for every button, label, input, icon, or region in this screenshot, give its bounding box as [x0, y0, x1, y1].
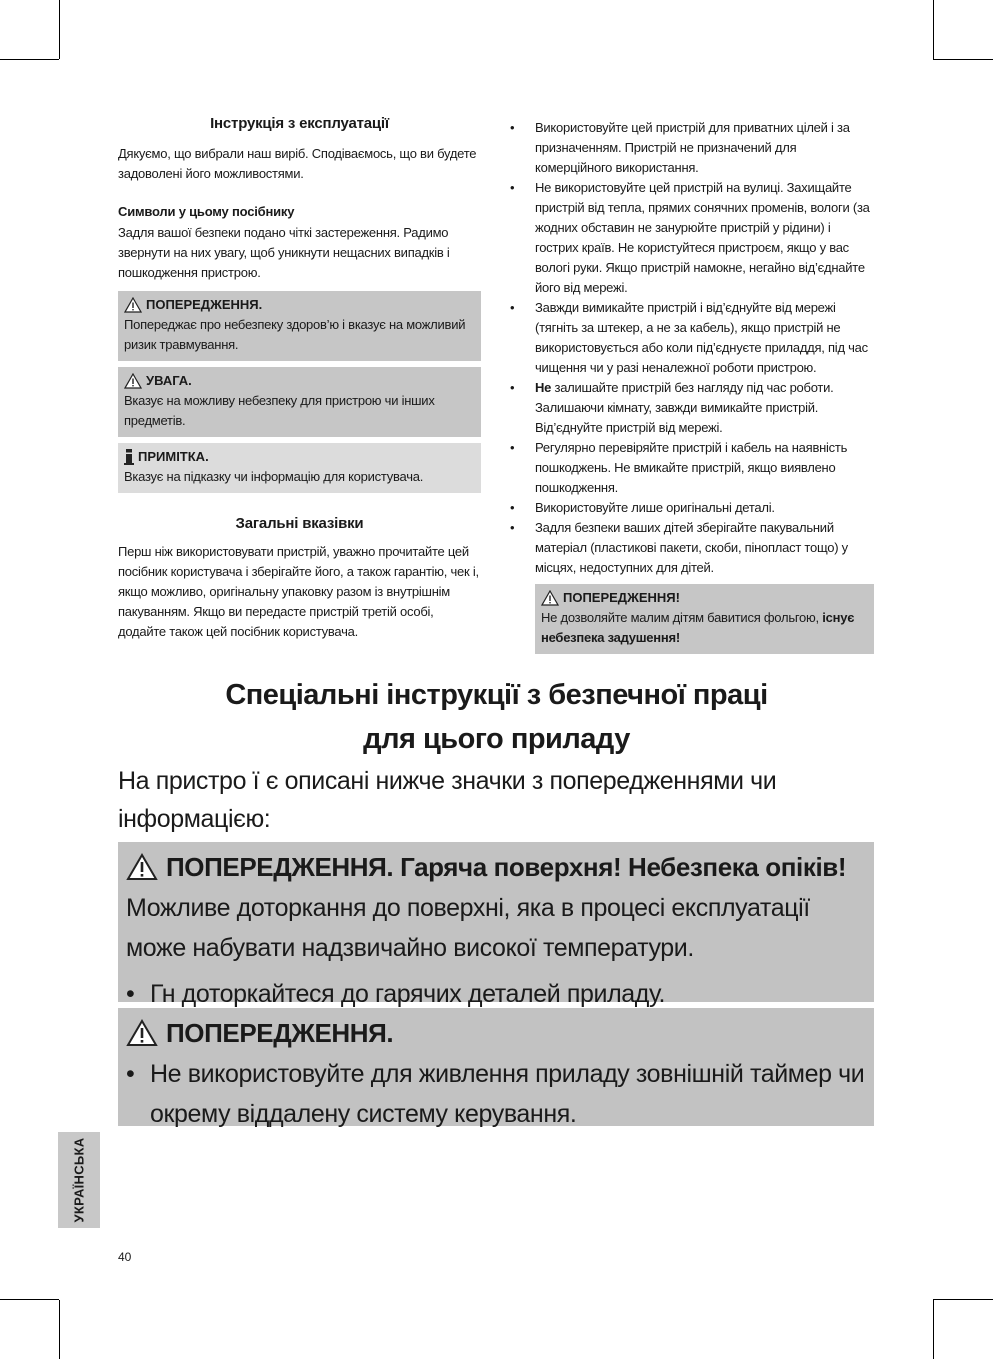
warning-triangle-icon [541, 590, 559, 606]
crop-mark [933, 59, 993, 60]
note-box [118, 443, 481, 493]
bold-prefix: Не [535, 380, 552, 395]
warning-triangle-icon [126, 853, 158, 881]
instructions-title: Інструкція з експлуатації [210, 115, 389, 132]
caution-text: Вказує на можливу небезпеку для пристрою чи інших предметів. [124, 393, 435, 428]
timer-warning-title: ПОПЕРЕДЖЕННЯ. [166, 1018, 394, 1048]
symbols-text: Задля вашої безпеки подано чіткі застереження. Радимо звернути на них увагу, щоб уникнути нещасних випадків і пошкодження пристрою. [118, 225, 450, 280]
intro-text: Дякуємо, що вибрали наш виріб. Сподіваємось, що ви будете задоволені його можливостями. [118, 146, 477, 181]
right-warning-box [535, 584, 874, 654]
hot-surface-warning-box [118, 842, 874, 1008]
safety-bullets [510, 118, 874, 578]
list-item: • Гн доторкайтеся до гарячих деталей приладу. [126, 974, 866, 1014]
warning-triangle-icon [124, 297, 142, 313]
crop-mark [0, 1299, 59, 1300]
right-warning-text: Не дозволяйте малим дітям бавитися фольгою, [541, 610, 823, 625]
general-heading: Загальні вказівки [235, 515, 364, 532]
warning-text: Попереджає про небезпеку здоров’ю і вказує на можливий ризик травмування. [124, 317, 466, 352]
crop-mark [933, 1300, 934, 1359]
note-text: Вказує на підказку чи інформацію для користувача. [124, 469, 424, 484]
caution-triangle-icon [124, 373, 142, 389]
language-label: УКРАЇНСЬКА [71, 1137, 87, 1223]
list-item: • Задля безпеки ваших дітей зберігайте пакувальний матеріал (пластикові пакети, скоби, пінопласт тощо) у місцях, недоступних для дітей. [510, 518, 874, 578]
list-item [510, 378, 874, 438]
note-title: ПРИМІТКА. [138, 449, 209, 464]
left-column [118, 115, 481, 642]
right-column [510, 118, 874, 654]
warning-triangle-icon [126, 1019, 158, 1047]
page-number: 40 [118, 1250, 132, 1264]
list-item: • Завжди вимикайте пристрій і від’єднуйте від мережі (тягніть за штекер, а не за кабель), якщо пристрій не використовується або коли під’єднуєте приладдя, під час чищення чи у разі неналежної роботи пристрою. [510, 298, 874, 378]
language-side-tab [58, 1132, 100, 1228]
list-item: • Не використовуйте цей пристрій на вулиці. Захищайте пристрій від тепла, прямих сонячних променів, вологи (за жодних обставин не занурюйте пристрій у рідини) і гострих країв. Не користуйтеся пристроєм, якщо у вас вологі руки. Якщо пристрій намокне, негайно від’єднайте його від мережі. [510, 178, 874, 298]
special-intro: На пристро ї є описані нижче значки з попередженнями чи інформацією: [118, 767, 777, 833]
caution-title: УВАГА. [146, 373, 192, 388]
crop-mark [933, 1299, 993, 1300]
crop-mark [59, 0, 60, 59]
general-text: Перш ніж використовувати пристрій, уважно прочитайте цей посібник користувача і зберігайте його, а також гарантію, чек і, якщо можливо, оригінальну упаковку разом із внутрішнім пакуванням. Якщо ви передасте пристрій третій особі, додайте також цей посібник користувача. [118, 544, 479, 639]
crop-mark [0, 59, 59, 60]
bold-item-rest: залишайте пристрій без нагляду під час роботи. Залишаючи кімнату, завжди вимикайте пристрій. Від’єднуйте пристрій від мережі. [535, 380, 834, 435]
info-icon [124, 449, 134, 465]
hot-surface-text: Можливе доторкання до поверхні, яка в процесі експлуатації може набувати надзвичайно високої температури. [126, 894, 810, 962]
right-warning-bold: існує небезпека задушення! [541, 610, 855, 645]
caution-box [118, 367, 481, 437]
warning-title: ПОПЕРЕДЖЕННЯ. [146, 297, 263, 312]
crop-mark [59, 1300, 60, 1359]
special-title-line2: для цього приладу [363, 723, 630, 755]
list-item: • Використовуйте лише оригінальні деталі. [510, 498, 874, 518]
special-title-line1: Спеціальні інструкції з безпечної праці [225, 679, 768, 711]
warning-box [118, 291, 481, 361]
symbols-heading: Символи у цьому посібнику [118, 204, 295, 219]
list-item: • Не використовуйте для живлення приладу зовнішній таймер чи окрему віддалену систему керування. [126, 1054, 866, 1134]
right-warning-title: ПОПЕРЕДЖЕННЯ! [563, 590, 680, 605]
timer-warning-box [118, 1008, 874, 1126]
crop-mark [933, 0, 934, 59]
list-item: • Використовуйте цей пристрій для приватних цілей і за призначенням. Пристрій не призначений для комерційного використання. [510, 118, 874, 178]
hot-surface-title: ПОПЕРЕДЖЕННЯ. Гаряча поверхня! Небезпека опіків! [166, 852, 847, 882]
list-item: • Регулярно перевіряйте пристрій і кабель на наявність пошкоджень. Не вмикайте пристрій, якщо виявлено пошкодження. [510, 438, 874, 498]
